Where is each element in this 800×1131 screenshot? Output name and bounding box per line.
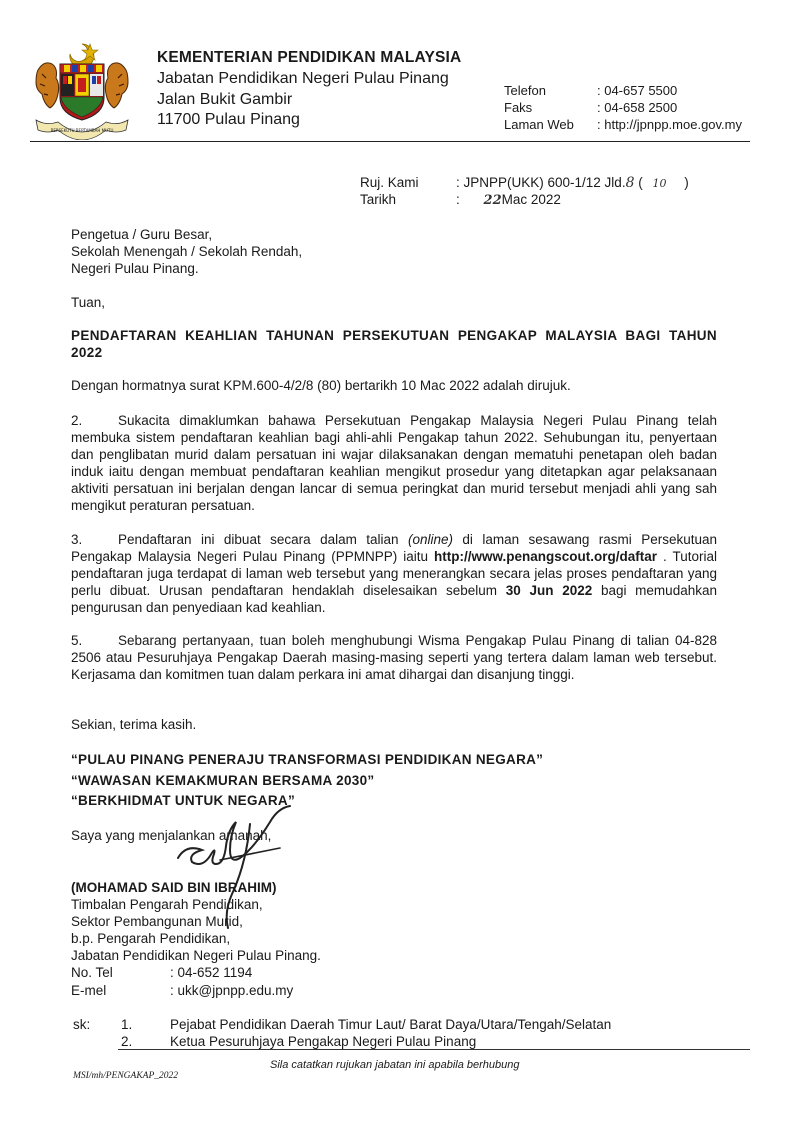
registration-url-link[interactable]: http://www.penangscout.org/daftar bbox=[434, 549, 658, 564]
paragraph-3-online: (online) bbox=[407, 532, 453, 547]
paragraph-3 bbox=[71, 531, 717, 616]
address-street: Jalan Bukit Gambir bbox=[157, 91, 293, 108]
paragraph-5-number: 5. bbox=[71, 633, 83, 648]
date-value bbox=[456, 192, 561, 208]
website-value[interactable]: : http://jpnpp.moe.gov.my bbox=[597, 117, 742, 132]
email-value-signatory[interactable]: : ukk@jpnpp.edu.my bbox=[170, 983, 294, 998]
signatory-title-1: Timbalan Pengarah Pendidikan, bbox=[71, 897, 263, 912]
cc-label: sk: bbox=[73, 1017, 91, 1032]
date-day-handwritten: 22 bbox=[483, 193, 502, 208]
closing-line: Sekian, terima kasih. bbox=[71, 717, 197, 732]
reference-number: : JPNPP(UKK) 600-1/12 Jld. bbox=[456, 175, 626, 190]
letter-subject: PENDAFTARAN KEAHLIAN TAHUNAN PERSEKUTUAN PENGAKAP MALAYSIA BAGI TAHUN 2022 bbox=[71, 328, 717, 360]
fax-label: Faks bbox=[504, 100, 533, 115]
motto-3: “BERKHIDMAT UNTUK NEGARA” bbox=[71, 793, 295, 808]
reference-label: Ruj. Kami bbox=[360, 175, 419, 190]
paragraph-3-text-2: di laman sesawang rasmi Persekutuan Pengakap Malaysia Negeri Pulau Pinang (PPMNPP) iaitu bbox=[71, 532, 717, 564]
reference-no-handwritten: 10 bbox=[652, 177, 667, 190]
fax-value: : 04-658 2500 bbox=[597, 100, 678, 115]
footer-divider bbox=[118, 1049, 750, 1050]
recipient-line-2: Sekolah Menengah / Sekolah Rendah, bbox=[71, 244, 303, 259]
ministry-name: KEMENTERIAN PENDIDIKAN MALAYSIA bbox=[157, 49, 462, 66]
email-label-signatory: E-mel bbox=[71, 983, 107, 998]
header-divider bbox=[30, 141, 750, 142]
date-label: Tarikh bbox=[360, 192, 397, 207]
cc-item-1-number: 1. bbox=[121, 1017, 133, 1032]
footer-note: Sila catatkan rujukan jabatan ini apabila berhubung bbox=[270, 1059, 520, 1071]
phone-value-signatory: : 04-652 1194 bbox=[170, 965, 253, 980]
paragraph-3-text-1: Pendaftaran ini dibuat secara dalam talian bbox=[118, 532, 408, 547]
paragraph-1: Dengan hormatnya surat KPM.600-4/2/8 (80) bertarikh 10 Mac 2022 adalah dirujuk. bbox=[71, 378, 571, 393]
recipient-line-3: Negeri Pulau Pinang. bbox=[71, 261, 199, 276]
crest-ribbon-text: BERSEKUTU BERTAMBAH MUTU bbox=[50, 128, 114, 133]
paragraph-3-number: 3. bbox=[71, 532, 83, 547]
cc-item-1-text: Pejabat Pendidikan Daerah Timur Laut/ Barat Daya/Utara/Tengah/Selatan bbox=[170, 1017, 612, 1032]
phone-label-signatory: No. Tel bbox=[71, 965, 113, 980]
motto-2: “WAWASAN KEMAKMURAN BERSAMA 2030” bbox=[71, 773, 375, 788]
paragraph-2-text: Sukacita dimaklumkan bahawa Persekutuan Pengakap Malaysia Negeri Pulau Pinang telah membuka sistem pendaftaran keahlian bagi ahli-ahli Pengakap tahun 2022. Sehubungan itu, penyertaan dan penglibatan murid dalam persatuan ini wajar dilaksanakan dengan mematuhi penetapan oleh badan induk iaitu dengan membuat pendaftaran keahlian mengikut prosedur yang ditetapkan agar pelaksanaan aktiviti persatuan ini berjalan dengan lancar di semua peringkat dan murid tersebut menjadi ahli yang sah mengikut peraturan persatuan. bbox=[71, 413, 717, 513]
address-city: 11700 Pulau Pinang bbox=[157, 111, 300, 128]
date-month-year: Mac 2022 bbox=[501, 192, 561, 207]
date-colon: : bbox=[456, 192, 460, 207]
paragraph-3-text-4: bagi memudahkan pengurusan dan penyediaan kad keahlian. bbox=[71, 583, 717, 615]
cc-item-2-number: 2. bbox=[121, 1034, 133, 1049]
deadline-date: 30 Jun 2022 bbox=[505, 583, 593, 598]
reference-value bbox=[456, 175, 689, 191]
signatory-title-2: Sektor Pembangunan Murid, bbox=[71, 914, 243, 929]
salutation: Tuan, bbox=[71, 295, 106, 310]
website-label: Laman Web bbox=[504, 117, 574, 132]
reference-volume-handwritten: 8 bbox=[625, 175, 635, 191]
signoff: Saya yang menjalankan amanah, bbox=[71, 828, 272, 843]
reference-open-paren: ( bbox=[638, 175, 643, 190]
paragraph-2-number: 2. bbox=[71, 413, 83, 428]
signatory-title-3: b.p. Pengarah Pendidikan, bbox=[71, 931, 231, 946]
footer-file-reference: MSI/mh/PENGAKAP_2022 bbox=[73, 1071, 179, 1081]
reference-close-paren: ) bbox=[684, 175, 689, 190]
signatory-title-4: Jabatan Pendidikan Negeri Pulau Pinang. bbox=[71, 948, 321, 963]
malaysia-coat-of-arms-logo bbox=[30, 40, 134, 140]
paragraph-5 bbox=[71, 632, 717, 683]
motto-1: “PULAU PINANG PENERAJU TRANSFORMASI PENDIDIKAN NEGARA” bbox=[71, 752, 544, 767]
paragraph-3-text-3: . Tutorial pendaftaran juga terdapat di laman web tersebut yang menerangkan secara jelas proses pendaftaran yang perlu dibuat. Urusan pendaftaran hendaklah diselesaikan sebelum bbox=[71, 549, 717, 598]
phone-label: Telefon bbox=[504, 83, 546, 98]
phone-value: : 04-657 5500 bbox=[597, 83, 678, 98]
recipient-line-1: Pengetua / Guru Besar, bbox=[71, 227, 213, 242]
paragraph-2 bbox=[71, 412, 717, 514]
signatory-name: (MOHAMAD SAID BIN IBRAHIM) bbox=[71, 880, 277, 895]
department-name: Jabatan Pendidikan Negeri Pulau Pinang bbox=[157, 70, 449, 87]
cc-item-2-text: Ketua Pesuruhjaya Pengakap Negeri Pulau Pinang bbox=[170, 1034, 477, 1049]
paragraph-5-text: Sebarang pertanyaan, tuan boleh menghubungi Wisma Pengakap Pulau Pinang di talian 04-828 2506 atau Pesuruhjaya Pengakap Daerah masing-masing seperti yang tertera dalam laman web tersebut. Kerjasama dan komitmen tuan dalam perkara ini amat dihargai dan disanjung tinggi. bbox=[71, 633, 717, 682]
